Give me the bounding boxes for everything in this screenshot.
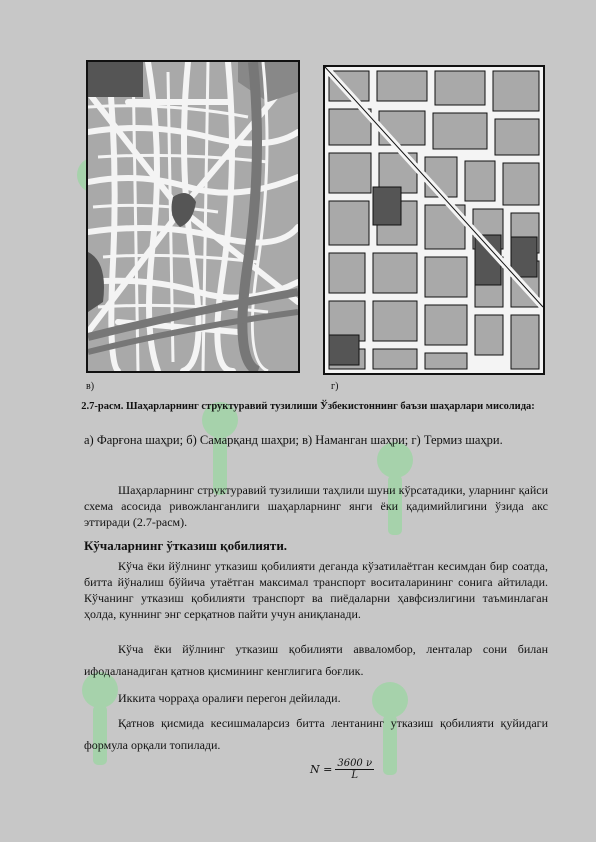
formula-fraction xyxy=(335,758,374,781)
figure-label-v: в) xyxy=(86,381,95,392)
figure-caption: 2.7-расм. Шаҳарларнинг структуравий тузилиши Ўзбекистоннинг баъзи шаҳарлари мисолида: xyxy=(81,401,535,412)
lane-width-paragraph: Кўча ёки йўлнинг утказиш қобилияти авваломбор, ленталар сони билан ифодаланадиган қатнов қисмининг кенглигига боғлик. xyxy=(84,642,548,678)
namangan-street-network xyxy=(88,62,298,371)
termiz-street-network xyxy=(325,67,543,373)
cities-list: а) Фарғона шаҳри; б) Самарқанд шаҳри; в) Наманган шаҳри; г) Термиз шаҳри. xyxy=(84,433,503,447)
formula-denominator: L xyxy=(351,770,359,781)
capacity-formula xyxy=(310,758,374,781)
formula-lhs: N = xyxy=(310,763,333,776)
formula-intro-paragraph: Қатнов қисмида кесишмаларсиз битта лентанинг утказиш қобилияти қуйидаги формула орқали топилади. xyxy=(84,716,548,752)
peregon-paragraph: Иккита чорраҳа оралиғи перегон дейилади. xyxy=(118,691,341,705)
capacity-definition-paragraph: Кўча ёки йўлнинг утказиш қобилияти деганда кўзатилаётган кесимдан бир соатда, битта йўналиш бўйича утаётган максимал транспорт воситаларининг сонига айтилади. Кўчанинг утказиш қобилияти транспорт ва пиёдаларни ҳавфсизлигини таъминлаган ҳолда, куннинг энг серқатнов пайти учун аниқланади. xyxy=(84,559,548,621)
map-termiz xyxy=(323,65,545,375)
figure-label-g: г) xyxy=(331,381,339,392)
section-heading: Кўчаларнинг ўтказиш қобилияти. xyxy=(84,538,288,553)
formula-numerator: 3600 ν xyxy=(337,758,373,769)
map-namangan xyxy=(86,60,300,373)
analysis-paragraph: Шаҳарларнинг структуравий тузилиши таҳлили шуни кўрсатадики, уларнинг қайси схема асосида ривожланганлиги шаҳарларнинг янги ёки қадимийлигини ўзида акс эттиради (2.7-расм). xyxy=(84,483,548,529)
